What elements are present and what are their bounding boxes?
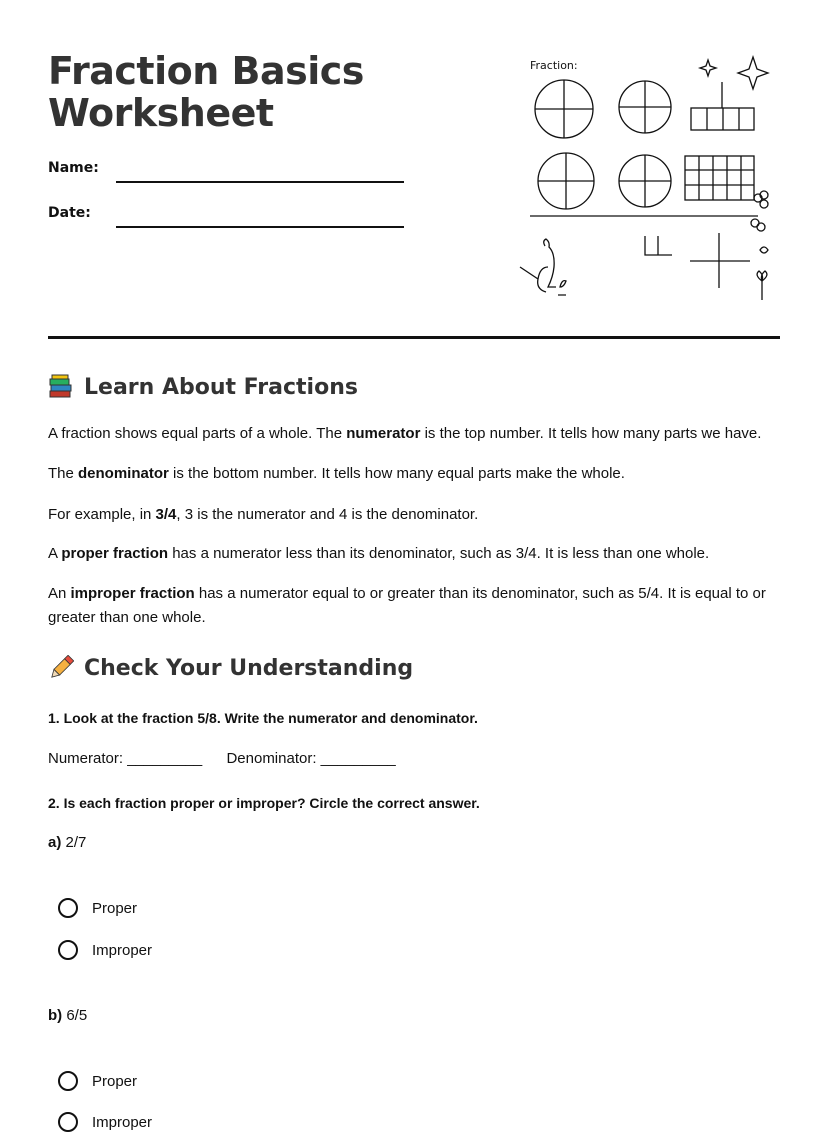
title-line-2: Worksheet xyxy=(48,91,274,135)
item-b-fraction: 6/5 xyxy=(66,1007,88,1024)
check-heading-text: Check Your Understanding xyxy=(84,655,414,681)
learn-heading-text: Learn About Fractions xyxy=(84,374,358,400)
worksheet-title xyxy=(48,50,364,134)
numerator-blank[interactable]: Numerator: _________ xyxy=(48,750,203,767)
learn-heading xyxy=(48,374,358,400)
p1-text-after: is the top number. It tells how many parts we have. xyxy=(420,425,762,442)
item-b-option-proper[interactable] xyxy=(58,1071,137,1091)
item-a-option-improper[interactable] xyxy=(58,940,152,960)
title-line-1: Fraction Basics xyxy=(48,49,364,93)
question-1-answers xyxy=(48,750,416,767)
denominator-blank[interactable]: Denominator: _________ xyxy=(226,750,396,767)
p4-bold-term: proper fraction xyxy=(61,545,169,562)
learn-paragraph-2 xyxy=(48,462,788,486)
p4-text-after: has a numerator less than its denominator, such as 3/4. It is less than one whole. xyxy=(168,545,710,562)
item-b-option-improper[interactable] xyxy=(58,1112,152,1132)
star-icon xyxy=(738,57,768,89)
question-2: 2. Is each fraction proper or improper? Circle the correct answer. xyxy=(48,795,480,811)
radio-button[interactable] xyxy=(58,898,78,918)
sparkle-icon xyxy=(700,60,716,76)
p1-text-before: A fraction shows equal parts of a whole. The xyxy=(48,425,347,442)
item-a xyxy=(48,834,86,851)
option-label: Improper xyxy=(92,941,153,959)
p3-text-before: For example, in xyxy=(48,506,156,523)
radio-button[interactable] xyxy=(58,940,78,960)
date-field[interactable] xyxy=(116,226,404,228)
item-a-option-proper[interactable] xyxy=(58,898,137,918)
radio-button[interactable] xyxy=(58,1071,78,1091)
pencil-icon xyxy=(48,655,74,681)
p5-bold-term: improper fraction xyxy=(70,585,195,602)
learn-paragraph-4 xyxy=(48,542,788,566)
item-a-letter: a) xyxy=(48,834,62,851)
p1-bold-term: numerator xyxy=(346,425,421,442)
item-b xyxy=(48,1007,87,1024)
header-divider xyxy=(48,336,780,339)
option-label: Improper xyxy=(92,1113,153,1131)
p3-text-after: , 3 is the numerator and 4 is the denominator. xyxy=(176,506,479,523)
fraction-illustration xyxy=(512,52,782,310)
name-field[interactable] xyxy=(116,181,404,183)
p3-bold-term: 3/4 xyxy=(155,506,177,523)
learn-paragraph-5 xyxy=(48,582,788,630)
option-label: Proper xyxy=(92,899,138,917)
learn-paragraph-1 xyxy=(48,422,788,446)
p5-text-after: has a numerator equal to or greater than its denominator, such as 5/4. It is equal to or greater than one whole. xyxy=(48,585,766,626)
p2-text-after: is the bottom number. It tells how many equal parts make the whole. xyxy=(168,465,625,482)
books-icon xyxy=(48,374,74,400)
p2-bold-term: denominator xyxy=(78,465,169,482)
fraction-grid-icon xyxy=(685,156,754,200)
p2-text-before: The xyxy=(48,465,79,482)
date-label: Date: xyxy=(48,205,91,221)
p4-text-before: A xyxy=(48,545,62,562)
item-b-letter: b) xyxy=(48,1007,63,1024)
kangaroo-icon xyxy=(520,239,566,295)
question-1: 1. Look at the fraction 5/8. Write the numerator and denominator. xyxy=(48,710,478,726)
learn-paragraph-3 xyxy=(48,503,788,527)
radio-button[interactable] xyxy=(58,1112,78,1132)
flower-icon xyxy=(751,191,768,300)
check-heading xyxy=(48,655,413,681)
name-label: Name: xyxy=(48,160,99,176)
item-a-fraction: 2/7 xyxy=(65,834,87,851)
illustration-label: Fraction: xyxy=(530,59,578,72)
p5-text-before: An xyxy=(48,585,71,602)
option-label: Proper xyxy=(92,1072,138,1090)
